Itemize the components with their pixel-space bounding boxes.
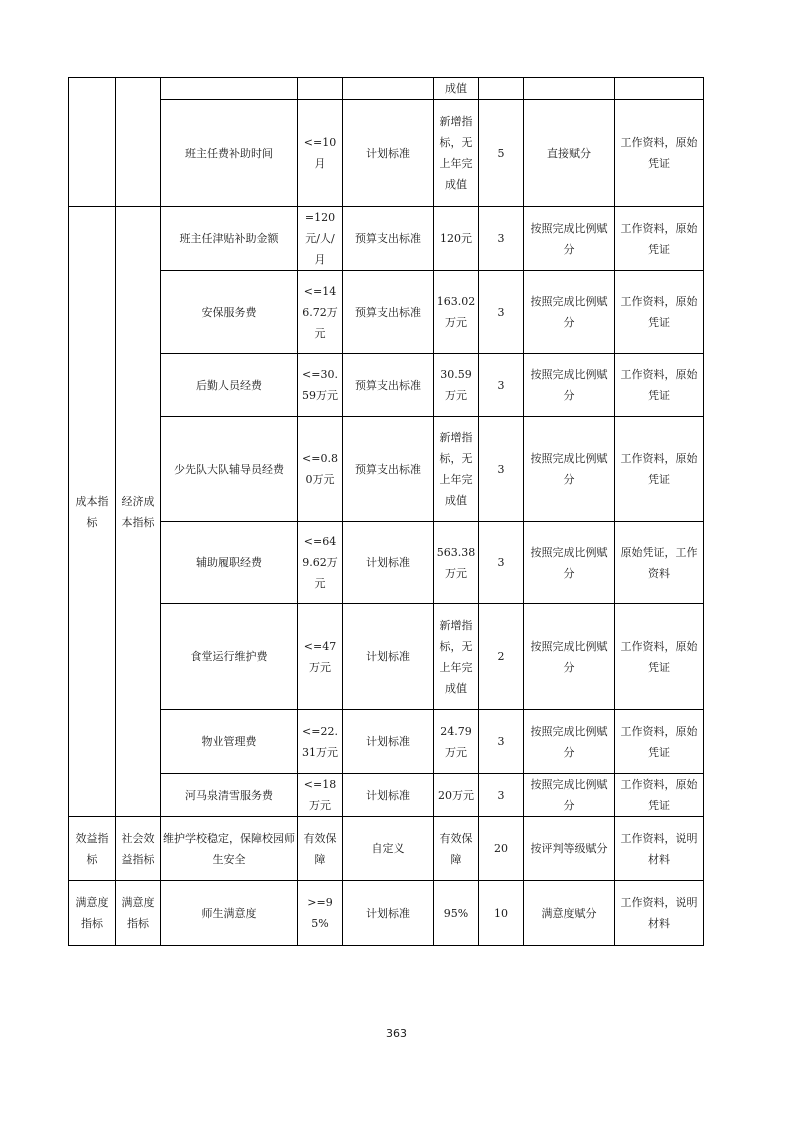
level2-cell-empty (116, 78, 161, 207)
level1-indicator-cell: 满意度指标 (69, 881, 116, 946)
standard-basis-cell: 预算支出标准 (343, 271, 434, 354)
weight-cell: 3 (479, 710, 524, 774)
table-row (69, 881, 704, 946)
scoring-method-cell: 按评判等级赋分 (524, 817, 615, 881)
history-value-cell: 163.02万元 (434, 271, 479, 354)
indicator-name-cell: 食堂运行维护费 (161, 604, 298, 710)
indicator-value-cell: >=95% (298, 881, 343, 946)
history-value-cell: 成值 (434, 78, 479, 100)
standard-basis-cell: 预算支出标准 (343, 354, 434, 417)
indicator-value-cell: <=18万元 (298, 774, 343, 817)
history-value-cell: 563.38万元 (434, 522, 479, 604)
indicator-value-cell: <=0.80万元 (298, 417, 343, 522)
standard-basis-cell (343, 78, 434, 100)
history-value-cell: 95% (434, 881, 479, 946)
indicator-name-cell: 少先队大队辅导员经费 (161, 417, 298, 522)
level2-indicator-cell: 满意度指标 (116, 881, 161, 946)
page-number: 363 (386, 1027, 407, 1040)
history-value-cell: 30.59万元 (434, 354, 479, 417)
scoring-method-cell (524, 78, 615, 100)
history-value-cell: 新增指标，无上年完成值 (434, 100, 479, 207)
indicator-value-cell (298, 78, 343, 100)
history-value-cell: 有效保障 (434, 817, 479, 881)
indicator-name-cell: 辅助履职经费 (161, 522, 298, 604)
indicator-name-cell: 维护学校稳定，保障校园师生安全 (161, 817, 298, 881)
indicator-value-cell: 有效保障 (298, 817, 343, 881)
history-value-cell: 新增指标，无上年完成值 (434, 417, 479, 522)
indicator-name-cell: 师生满意度 (161, 881, 298, 946)
evidence-source-cell: 工作资料，原始凭证 (615, 604, 704, 710)
scoring-method-cell: 按照完成比例赋分 (524, 271, 615, 354)
standard-basis-cell: 计划标准 (343, 881, 434, 946)
indicator-name-cell: 班主任津贴补助金额 (161, 207, 298, 271)
indicator-name-cell: 河马泉清雪服务费 (161, 774, 298, 817)
standard-basis-cell: 预算支出标准 (343, 207, 434, 271)
history-value-cell: 120元 (434, 207, 479, 271)
level2-indicator-cell: 社会效益指标 (116, 817, 161, 881)
table-row (69, 604, 704, 710)
weight-cell: 3 (479, 207, 524, 271)
standard-basis-cell: 计划标准 (343, 774, 434, 817)
evidence-source-cell: 工作资料，原始凭证 (615, 710, 704, 774)
weight-cell: 3 (479, 417, 524, 522)
scoring-method-cell: 按照完成比例赋分 (524, 354, 615, 417)
table-row (69, 271, 704, 354)
weight-cell: 10 (479, 881, 524, 946)
table-row (69, 710, 704, 774)
weight-cell: 3 (479, 774, 524, 817)
evidence-source-cell: 工作资料，原始凭证 (615, 271, 704, 354)
scoring-method-cell: 按照完成比例赋分 (524, 207, 615, 271)
history-value-cell: 24.79万元 (434, 710, 479, 774)
scoring-method-cell: 按照完成比例赋分 (524, 417, 615, 522)
table-row (69, 417, 704, 522)
level1-cell-empty (69, 78, 116, 207)
scoring-method-cell: 按照完成比例赋分 (524, 774, 615, 817)
weight-cell: 2 (479, 604, 524, 710)
evidence-source-cell: 工作资料，原始凭证 (615, 354, 704, 417)
evidence-source-cell: 工作资料，原始凭证 (615, 774, 704, 817)
level1-indicator-cell: 成本指标 (69, 207, 116, 817)
indicator-value-cell: <=10月 (298, 100, 343, 207)
indicator-name-cell: 班主任费补助时间 (161, 100, 298, 207)
history-value-cell: 新增指标，无上年完成值 (434, 604, 479, 710)
table-row (69, 100, 704, 207)
evidence-source-cell: 工作资料，原始凭证 (615, 417, 704, 522)
evidence-source-cell: 原始凭证，工作资料 (615, 522, 704, 604)
weight-cell: 3 (479, 354, 524, 417)
performance-indicator-table (68, 77, 704, 946)
standard-basis-cell: 计划标准 (343, 522, 434, 604)
weight-cell: 5 (479, 100, 524, 207)
scoring-method-cell: 按照完成比例赋分 (524, 604, 615, 710)
evidence-source-cell (615, 78, 704, 100)
weight-cell (479, 78, 524, 100)
indicator-name-cell: 后勤人员经费 (161, 354, 298, 417)
indicator-name-cell: 物业管理费 (161, 710, 298, 774)
history-value-cell: 20万元 (434, 774, 479, 817)
table-row (69, 354, 704, 417)
standard-basis-cell: 自定义 (343, 817, 434, 881)
standard-basis-cell: 计划标准 (343, 604, 434, 710)
standard-basis-cell: 计划标准 (343, 710, 434, 774)
scoring-method-cell: 按照完成比例赋分 (524, 710, 615, 774)
evidence-source-cell: 工作资料，说明材料 (615, 881, 704, 946)
evidence-source-cell: 工作资料，说明材料 (615, 817, 704, 881)
level1-indicator-cell: 效益指标 (69, 817, 116, 881)
evidence-source-cell: 工作资料，原始凭证 (615, 100, 704, 207)
table-row (69, 207, 704, 271)
indicator-value-cell: <=146.72万元 (298, 271, 343, 354)
scoring-method-cell: 满意度赋分 (524, 881, 615, 946)
indicator-name-cell: 安保服务费 (161, 271, 298, 354)
table-row (69, 817, 704, 881)
indicator-value-cell: <=649.62万元 (298, 522, 343, 604)
indicator-name-cell (161, 78, 298, 100)
table-row (69, 522, 704, 604)
indicator-value-cell: <=22.31万元 (298, 710, 343, 774)
weight-cell: 20 (479, 817, 524, 881)
indicator-value-cell: =120元/人/月 (298, 207, 343, 271)
table-row (69, 78, 704, 100)
evidence-source-cell: 工作资料，原始凭证 (615, 207, 704, 271)
indicator-value-cell: <=30.59万元 (298, 354, 343, 417)
scoring-method-cell: 直接赋分 (524, 100, 615, 207)
standard-basis-cell: 预算支出标准 (343, 417, 434, 522)
weight-cell: 3 (479, 522, 524, 604)
level2-indicator-cell: 经济成本指标 (116, 207, 161, 817)
indicator-value-cell: <=47万元 (298, 604, 343, 710)
table-row (69, 774, 704, 817)
weight-cell: 3 (479, 271, 524, 354)
scoring-method-cell: 按照完成比例赋分 (524, 522, 615, 604)
standard-basis-cell: 计划标准 (343, 100, 434, 207)
